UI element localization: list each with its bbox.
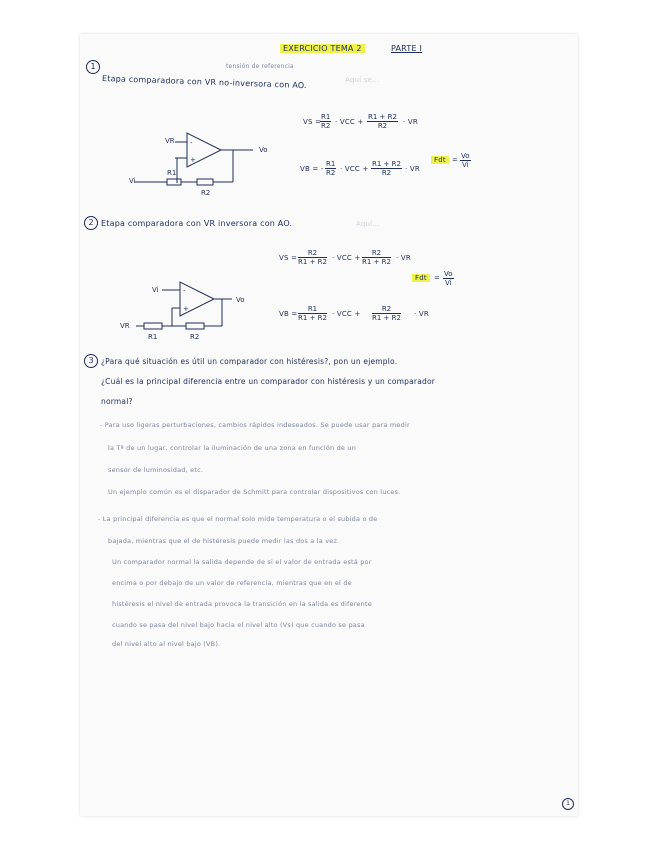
- gain-2-d: Vi: [444, 279, 452, 287]
- eq1-2-f1d: R2: [326, 169, 336, 177]
- eq2-2-f1n: R1: [298, 305, 327, 314]
- eq1-1-frac1: [320, 113, 331, 130]
- answer-b-line-7: del nivel alto al nivel bajo (VB).: [112, 640, 221, 648]
- eq2-2-tail: · VR: [414, 310, 429, 318]
- resistor-r1-2: [144, 323, 162, 329]
- answer-a-line-2: la Tª de un lugar, controlar la iluminación de una zona en función de un: [108, 444, 357, 452]
- eq1-1-frac2: [367, 113, 398, 130]
- eq1-2-frac1: [325, 160, 336, 177]
- circuit-2-vo: Vo: [236, 296, 245, 304]
- eq1-2-f1n: R1: [326, 160, 336, 168]
- eq1-2-mid: · VCC +: [340, 165, 369, 173]
- eq1-1-f1d: R2: [321, 122, 331, 130]
- circuit-2: [118, 278, 278, 348]
- circuit-1: [125, 125, 285, 205]
- eq1-2-f2d: R2: [381, 169, 392, 177]
- section-1-title: Etapa comparadora con VR no-inversora con AO.: [101, 74, 307, 91]
- gain-1-n: Vo: [461, 152, 470, 160]
- circuit-1-minus: -: [190, 139, 193, 147]
- resistor-r1-1: [167, 179, 181, 185]
- gain-2-frac: [443, 270, 454, 287]
- eq2-2-f2n: R2: [372, 305, 401, 314]
- eq2-2-lhs: VB =: [279, 310, 298, 318]
- eq1-1-tail: · VR: [403, 118, 418, 126]
- question-line-2: ¿Cuál es la principal diferencia entre un comparador con histéresis y un comparador: [101, 377, 436, 386]
- section-2-number: 2: [84, 216, 98, 230]
- circuit-2-vi: Vi: [152, 286, 159, 294]
- circuit-2-r1: R1: [148, 333, 158, 341]
- question-line-3: normal?: [101, 397, 133, 406]
- gain-2-n: Vo: [444, 270, 453, 278]
- answer-b-line-5: histéresis el nivel de entrada provoca la transición en la salida es diferente: [112, 600, 372, 608]
- eq1-2-tail: · VR: [405, 165, 420, 173]
- gain-1-label: Fdt: [431, 156, 449, 164]
- eq1-1-mid: · VCC +: [335, 118, 364, 126]
- section-1-number: 1: [86, 60, 100, 74]
- eq2-1-mid: · VCC +: [332, 254, 361, 262]
- eq2-1-tail: · VR: [396, 254, 411, 262]
- eq2-1-f2n: R2: [362, 249, 391, 258]
- circuit-1-r1: R1: [167, 169, 177, 177]
- gain-1-d: Vi: [461, 161, 469, 169]
- circuit-2-r2: R2: [190, 333, 200, 341]
- eq1-2-f2n: R1 + R2: [372, 160, 401, 168]
- eq2-1-frac2: [362, 249, 391, 266]
- circuit-1-vo: Vo: [259, 146, 268, 154]
- eq2-2-f1d: R1 + R2: [298, 314, 327, 322]
- section-2-title: Etapa comparadora con VR inversora con AO.: [101, 219, 293, 228]
- eq2-2-frac2: [372, 305, 401, 322]
- gain-1-eq: =: [452, 156, 459, 164]
- answer-a-line-4: Un ejemplo común es el disparador de Schmitt para controlar dispositivos con luces.: [108, 488, 401, 496]
- resistor-r2-1: [197, 179, 213, 185]
- section-1-ghost: Aquí se...: [345, 76, 380, 84]
- circuit-2-minus: -: [183, 287, 186, 295]
- gain-2-label: Fdt: [412, 274, 430, 282]
- eq2-2-mid: · VCC +: [332, 310, 361, 318]
- answer-b-line-1: - La principal diferencia es que el normal solo mide temperatura o el subida o de: [98, 515, 378, 523]
- circuit-1-vi: Vi: [129, 177, 136, 185]
- answer-b-line-4: encima o por debajo de un valor de referencia, mientras que en el de: [112, 579, 352, 587]
- circuit-1-vr: VR: [165, 137, 175, 145]
- section-2-ghost: Aquí...: [356, 220, 380, 228]
- page-number: 1: [562, 798, 574, 810]
- question-line-1: ¿Para qué situación es útil un comparador con histéresis?, pon un ejemplo.: [101, 357, 398, 366]
- section-3-number: 3: [84, 354, 98, 368]
- eq1-2-lhs: VB = -: [300, 165, 324, 173]
- answer-a-line-1: - Para uso ligeras perturbaciones, cambios rápidos indeseados. Se puede usar para medir: [100, 421, 410, 429]
- eq1-1-f2d: R2: [377, 122, 388, 130]
- circuit-1-r2: R2: [201, 189, 211, 197]
- answer-b-line-6: cuando se pasa del nivel bajo hacia el nivel alto (Vs) que cuando se pasa: [112, 621, 365, 629]
- eq1-2-frac2: [371, 160, 402, 177]
- eq2-1-f2d: R1 + R2: [362, 258, 391, 266]
- eq1-1-f1n: R1: [321, 113, 331, 121]
- eq2-1-lhs: VS =: [279, 254, 298, 262]
- eq1-1-lhs: VS =: [303, 118, 322, 126]
- answer-b-line-2: bajada, mientras que el de histéresis puede medir las dos a la vez.: [108, 537, 340, 545]
- eq2-2-frac1: [298, 305, 327, 322]
- header-part: PARTE I: [391, 44, 423, 53]
- resistor-r2-2: [186, 323, 204, 329]
- answer-a-line-3: sensor de luminosidad, etc.: [108, 466, 204, 474]
- circuit-2-plus: +: [183, 305, 189, 313]
- eq2-2-f2d: R1 + R2: [372, 314, 401, 322]
- circuit-2-vr: VR: [120, 322, 130, 330]
- header-title: EXERCICIO TEMA 2: [280, 44, 365, 53]
- gain-1-frac: [460, 152, 471, 169]
- eq2-1-f1d: R1 + R2: [298, 258, 327, 266]
- gain-2-eq: =: [434, 274, 441, 282]
- section-1-annotation: tensión de referencia: [226, 63, 294, 70]
- circuit-1-plus: +: [190, 156, 196, 164]
- answer-b-line-3: Un comparador normal la salida depende de si el valor de entrada está por: [112, 558, 372, 566]
- eq1-1-f2n: R1 + R2: [368, 113, 397, 121]
- eq2-1-frac1: [298, 249, 327, 266]
- eq2-1-f1n: R2: [298, 249, 327, 258]
